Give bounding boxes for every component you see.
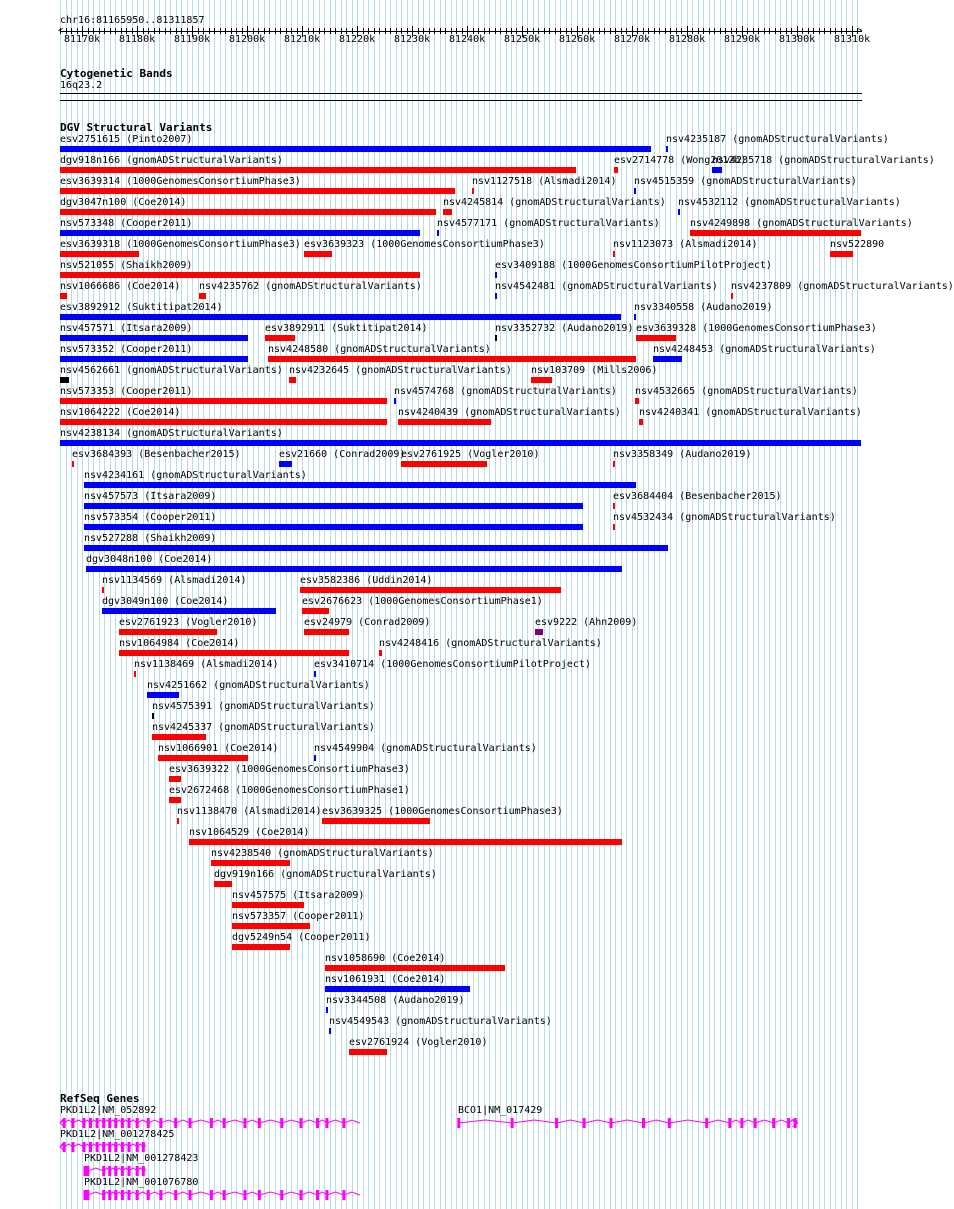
gene-exon[interactable] bbox=[258, 1118, 261, 1128]
gene-exon[interactable] bbox=[102, 1142, 105, 1152]
variant-label[interactable]: nsv4575391 (gnomADStructuralVariants) bbox=[152, 701, 375, 712]
gene-exon[interactable] bbox=[102, 1118, 105, 1128]
gene-exon[interactable] bbox=[71, 1142, 74, 1152]
gene-exon[interactable] bbox=[63, 1118, 66, 1128]
variant-label[interactable]: nsv4248453 (gnomADStructuralVariants) bbox=[653, 344, 876, 355]
ruler-tick-label: 81270k bbox=[614, 34, 651, 45]
variant-label[interactable]: esv2761923 (Vogler2010) bbox=[119, 617, 258, 628]
gene-intron-line bbox=[458, 1120, 797, 1123]
variant-label[interactable]: nsv4237809 (gnomADStructuralVariants) bbox=[731, 281, 954, 292]
variant-label[interactable]: nsv522890 bbox=[830, 239, 885, 250]
gene-exon[interactable] bbox=[189, 1190, 192, 1200]
variant-label[interactable]: esv2761924 (Vogler2010) bbox=[349, 1037, 488, 1048]
ruler-tick-label: 81240k bbox=[449, 34, 486, 45]
gene-exon[interactable] bbox=[121, 1118, 124, 1128]
variant-label[interactable]: esv21660 (Conrad2009) bbox=[279, 449, 406, 460]
variant-label[interactable]: nsv4249898 (gnomADStructuralVariants) bbox=[690, 218, 913, 229]
gene-label[interactable]: PKD1L2|NM_001076780 bbox=[84, 1177, 199, 1188]
variant-label[interactable]: nsv573357 (Cooper2011) bbox=[232, 911, 365, 922]
gene-exon[interactable] bbox=[223, 1190, 226, 1200]
gene-exon[interactable] bbox=[108, 1118, 111, 1128]
gene-label[interactable]: BCO1|NM_017429 bbox=[458, 1105, 543, 1116]
gene-exon[interactable] bbox=[300, 1118, 303, 1128]
variant-label[interactable]: esv3892911 (Suktitipat2014) bbox=[265, 323, 428, 334]
variant-label[interactable]: esv3639328 (1000GenomesConsortiumPhase3) bbox=[636, 323, 877, 334]
variant-label[interactable]: nsv4235762 (gnomADStructuralVariants) bbox=[199, 281, 422, 292]
variant-label[interactable]: esv3892912 (Suktitipat2014) bbox=[60, 302, 223, 313]
gene-exon[interactable] bbox=[84, 1166, 87, 1176]
gene-exon[interactable] bbox=[96, 1118, 99, 1128]
variant-label[interactable]: nsv4240439 (gnomADStructuralVariants) bbox=[398, 407, 621, 418]
gene-exon[interactable] bbox=[511, 1118, 514, 1128]
variant-label[interactable]: nsv527288 (Shaikh2009) bbox=[84, 533, 217, 544]
variant-label[interactable]: esv3639314 (1000GenomesConsortiumPhase3) bbox=[60, 176, 301, 187]
variant-label[interactable]: nsv457575 (Itsara2009) bbox=[232, 890, 365, 901]
variant-label[interactable]: esv2761925 (Vogler2010) bbox=[401, 449, 540, 460]
cytoband-label: 16q23.2 bbox=[60, 80, 103, 91]
gene-exon[interactable] bbox=[89, 1142, 92, 1152]
gene-exon[interactable] bbox=[82, 1142, 85, 1152]
dgv-track-title: DGV Structural Variants bbox=[60, 121, 213, 134]
gene-exon[interactable] bbox=[174, 1190, 177, 1200]
variant-label[interactable]: nsv3340558 (Audano2019) bbox=[634, 302, 773, 313]
variant-label[interactable]: nsv1064529 (Coe2014) bbox=[189, 827, 310, 838]
gene-exon[interactable] bbox=[136, 1118, 139, 1128]
variant-label[interactable]: nsv1134569 (Alsmadi2014) bbox=[102, 575, 247, 586]
variant-label[interactable]: nsv4574768 (gnomADStructuralVariants) bbox=[394, 386, 617, 397]
variant-label[interactable]: nsv1066686 (Coe2014) bbox=[60, 281, 181, 292]
variant-label[interactable]: esv3684393 (Besenbacher2015) bbox=[72, 449, 241, 460]
variant-label[interactable]: nsv1138469 (Alsmadi2014) bbox=[134, 659, 279, 670]
variant-label[interactable]: nsv4238540 (gnomADStructuralVariants) bbox=[211, 848, 434, 859]
gene-exon[interactable] bbox=[136, 1190, 139, 1200]
variant-label[interactable]: esv3639322 (1000GenomesConsortiumPhase3) bbox=[169, 764, 410, 775]
gene-exon[interactable] bbox=[457, 1118, 460, 1128]
cytoband-track-title: Cytogenetic Bands bbox=[60, 67, 173, 80]
gene-exon[interactable] bbox=[114, 1190, 117, 1200]
variant-label[interactable]: nsv573352 (Cooper2011) bbox=[60, 344, 193, 355]
gene-exon[interactable] bbox=[159, 1118, 162, 1128]
variant-label[interactable]: esv3410714 (1000GenomesConsortiumPilotProject) bbox=[314, 659, 591, 670]
variant-label[interactable]: nsv573353 (Cooper2011) bbox=[60, 386, 193, 397]
gene-exon[interactable] bbox=[705, 1118, 708, 1128]
variant-label[interactable]: dgv918n166 (gnomADStructuralVariants) bbox=[60, 155, 283, 166]
variant-label[interactable]: esv24979 (Conrad2009) bbox=[304, 617, 431, 628]
variant-label[interactable]: nsv457571 (Itsara2009) bbox=[60, 323, 193, 334]
ruler-tick-label: 81260k bbox=[559, 34, 596, 45]
ruler-tick-label: 81190k bbox=[174, 34, 211, 45]
variant-label[interactable]: nsv4549904 (gnomADStructuralVariants) bbox=[314, 743, 537, 754]
variant-label[interactable]: nsv4562661 (gnomADStructuralVariants) bbox=[60, 365, 283, 376]
gene-exon[interactable] bbox=[244, 1118, 247, 1128]
variant-label[interactable]: dgv3048n100 (Coe2014) bbox=[86, 554, 213, 565]
gene-exon[interactable] bbox=[128, 1166, 131, 1176]
variant-label[interactable]: nsv4240341 (gnomADStructuralVariants) bbox=[639, 407, 862, 418]
gene-exon[interactable] bbox=[189, 1118, 192, 1128]
gene-exon[interactable] bbox=[280, 1118, 283, 1128]
variant-label[interactable]: nsv4235187 (gnomADStructuralVariants) bbox=[666, 134, 889, 145]
gene-exon[interactable] bbox=[325, 1118, 328, 1128]
variant-label[interactable]: dgv5249n54 (Cooper2011) bbox=[232, 932, 371, 943]
variant-label[interactable]: esv9222 (Ahn2009) bbox=[535, 617, 638, 628]
variant-label[interactable]: nsv103709 (Mills2006) bbox=[531, 365, 658, 376]
variant-label[interactable]: nsv4515359 (gnomADStructuralVariants) bbox=[634, 176, 857, 187]
gene-exon[interactable] bbox=[300, 1190, 303, 1200]
variant-label[interactable]: esv3639318 (1000GenomesConsortiumPhase3) bbox=[60, 239, 301, 250]
gene-exon[interactable] bbox=[102, 1166, 105, 1176]
variant-label[interactable]: nsv3352732 (Audano2019) bbox=[495, 323, 634, 334]
ruler-tick-label: 81210k bbox=[284, 34, 321, 45]
gene-exon[interactable] bbox=[128, 1118, 131, 1128]
variant-label[interactable]: nsv3344508 (Audano2019) bbox=[326, 995, 465, 1006]
variant-label[interactable]: nsv1061931 (Coe2014) bbox=[325, 974, 446, 985]
gene-exon[interactable] bbox=[174, 1118, 177, 1128]
gene-exon[interactable] bbox=[128, 1190, 131, 1200]
gene-exon[interactable] bbox=[342, 1118, 345, 1128]
variant-label[interactable]: esv2714778 (Wong2012b) bbox=[614, 155, 747, 166]
variant-label[interactable]: nsv4245814 (gnomADStructuralVariants) bbox=[443, 197, 666, 208]
variant-label[interactable]: nsv1127518 (Alsmadi2014) bbox=[472, 176, 617, 187]
variant-label[interactable]: nsv1123073 (Alsmadi2014) bbox=[613, 239, 758, 250]
variant-label[interactable]: nsv4251662 (gnomADStructuralVariants) bbox=[147, 680, 370, 691]
gene-label[interactable]: PKD1L2|NM_001278423 bbox=[84, 1153, 199, 1164]
ruler-tick-label: 81310k bbox=[834, 34, 871, 45]
gene-exon[interactable] bbox=[142, 1166, 145, 1176]
variant-label[interactable]: nsv1058690 (Coe2014) bbox=[325, 953, 446, 964]
gene-exon[interactable] bbox=[114, 1142, 117, 1152]
gene-exon[interactable] bbox=[136, 1166, 139, 1176]
gene-exon[interactable] bbox=[583, 1118, 586, 1128]
variant-label[interactable]: esv3582386 (Uddin2014) bbox=[300, 575, 433, 586]
gene-exon[interactable] bbox=[772, 1118, 775, 1128]
gene-exon[interactable] bbox=[71, 1118, 74, 1128]
gene-exon[interactable] bbox=[280, 1190, 283, 1200]
ruler-tick-label: 81180k bbox=[119, 34, 156, 45]
gene-exon[interactable] bbox=[316, 1190, 319, 1200]
gene-exon[interactable] bbox=[728, 1118, 731, 1128]
refseq-track-title: RefSeq Genes bbox=[60, 1092, 140, 1105]
gene-exon[interactable] bbox=[244, 1190, 247, 1200]
ruler-tick-label: 81280k bbox=[669, 34, 706, 45]
gene-exon[interactable] bbox=[325, 1190, 328, 1200]
gene-exon[interactable] bbox=[108, 1166, 111, 1176]
gene-exon[interactable] bbox=[82, 1118, 85, 1128]
gene-exon[interactable] bbox=[740, 1118, 743, 1128]
variant-label[interactable]: dgv3047n100 (Coe2014) bbox=[60, 197, 187, 208]
variant-label[interactable]: esv3684404 (Besenbacher2015) bbox=[613, 491, 782, 502]
variant-label[interactable]: nsv1066901 (Coe2014) bbox=[158, 743, 279, 754]
gene-exon[interactable] bbox=[121, 1166, 124, 1176]
ruler-tick-label: 81200k bbox=[229, 34, 266, 45]
variant-label[interactable]: nsv4549543 (gnomADStructuralVariants) bbox=[329, 1016, 552, 1027]
variant-label[interactable]: nsv1138470 (Alsmadi2014) bbox=[177, 806, 322, 817]
gene-exon[interactable] bbox=[121, 1190, 124, 1200]
variant-label[interactable]: nsv4248580 (gnomADStructuralVariants) bbox=[268, 344, 491, 355]
variant-label[interactable]: nsv1064222 (Coe2014) bbox=[60, 407, 181, 418]
gene-exon[interactable] bbox=[754, 1118, 757, 1128]
ruler-tick-label: 81250k bbox=[504, 34, 541, 45]
variant-label[interactable]: nsv457573 (Itsara2009) bbox=[84, 491, 217, 502]
gene-exon[interactable] bbox=[147, 1118, 150, 1128]
gene-exon[interactable] bbox=[668, 1118, 671, 1128]
variant-label[interactable]: nsv4235718 (gnomADStructuralVariants) bbox=[712, 155, 935, 166]
variant-label[interactable]: esv2676623 (1000GenomesConsortiumPhase1) bbox=[302, 596, 543, 607]
gene-exon[interactable] bbox=[210, 1118, 213, 1128]
gene-exon[interactable] bbox=[258, 1190, 261, 1200]
variant-label[interactable]: nsv4245337 (gnomADStructuralVariants) bbox=[152, 722, 375, 733]
variant-label[interactable]: esv3639325 (1000GenomesConsortiumPhase3) bbox=[322, 806, 563, 817]
ruler-tick-label: 81220k bbox=[339, 34, 376, 45]
variant-label[interactable]: dgv3049n100 (Coe2014) bbox=[102, 596, 229, 607]
variant-label[interactable]: esv3639323 (1000GenomesConsortiumPhase3) bbox=[304, 239, 545, 250]
gene-exon[interactable] bbox=[63, 1142, 66, 1152]
variant-label[interactable]: nsv4577171 (gnomADStructuralVariants) bbox=[437, 218, 660, 229]
variant-label[interactable]: nsv4234161 (gnomADStructuralVariants) bbox=[84, 470, 307, 481]
gene-exon[interactable] bbox=[316, 1118, 319, 1128]
gene-exon[interactable] bbox=[86, 1166, 89, 1176]
gene-label[interactable]: PKD1L2|NM_001278425 bbox=[60, 1129, 175, 1140]
variant-label[interactable]: nsv573354 (Cooper2011) bbox=[84, 512, 217, 523]
gene-exon[interactable] bbox=[794, 1118, 797, 1128]
ruler-tick-label: 81290k bbox=[724, 34, 761, 45]
ruler-left-arrow: < bbox=[58, 26, 64, 36]
variant-label[interactable]: nsv4542481 (gnomADStructuralVariants) bbox=[495, 281, 718, 292]
variant-label[interactable]: nsv4532665 (gnomADStructuralVariants) bbox=[635, 386, 858, 397]
gene-exon[interactable] bbox=[114, 1118, 117, 1128]
gene-exon[interactable] bbox=[102, 1190, 105, 1200]
gene-exon[interactable] bbox=[108, 1142, 111, 1152]
gene-exon[interactable] bbox=[787, 1118, 790, 1128]
gene-exon[interactable] bbox=[89, 1118, 92, 1128]
gene-exon[interactable] bbox=[147, 1190, 150, 1200]
gene-exon[interactable] bbox=[108, 1190, 111, 1200]
gene-exon[interactable] bbox=[128, 1142, 131, 1152]
gene-exon[interactable] bbox=[555, 1118, 558, 1128]
gene-exon[interactable] bbox=[342, 1190, 345, 1200]
gene-exon[interactable] bbox=[114, 1166, 117, 1176]
gene-exon[interactable] bbox=[96, 1142, 99, 1152]
gene-exon[interactable] bbox=[142, 1142, 145, 1152]
ruler-tick-label: 81300k bbox=[779, 34, 816, 45]
region-label: chr16:81165950..81311857 bbox=[60, 15, 205, 26]
variant-label[interactable]: esv3409188 (1000GenomesConsortiumPilotProject) bbox=[495, 260, 772, 271]
gene-exon[interactable] bbox=[121, 1142, 124, 1152]
variant-label[interactable]: esv2751615 (Pinto2007) bbox=[60, 134, 193, 145]
variant-label[interactable]: nsv3358349 (Audano2019) bbox=[613, 449, 752, 460]
variant-label[interactable]: nsv4248416 (gnomADStructuralVariants) bbox=[379, 638, 602, 649]
variant-label[interactable]: nsv4532434 (gnomADStructuralVariants) bbox=[613, 512, 836, 523]
variant-label[interactable]: nsv4532112 (gnomADStructuralVariants) bbox=[678, 197, 901, 208]
gene-exon[interactable] bbox=[86, 1190, 89, 1200]
gene-exon[interactable] bbox=[84, 1190, 87, 1200]
ruler-right-arrow: > bbox=[857, 26, 863, 36]
gene-exon[interactable] bbox=[159, 1190, 162, 1200]
gene-exon[interactable] bbox=[642, 1118, 645, 1128]
variant-label[interactable]: nsv1064984 (Coe2014) bbox=[119, 638, 240, 649]
gene-exon[interactable] bbox=[223, 1118, 226, 1128]
variant-label[interactable]: dgv919n166 (gnomADStructuralVariants) bbox=[214, 869, 437, 880]
gene-exon[interactable] bbox=[610, 1118, 613, 1128]
ruler-tick-label: 81170k bbox=[64, 34, 101, 45]
variant-label[interactable]: esv2672468 (1000GenomesConsortiumPhase1) bbox=[169, 785, 410, 796]
variant-label[interactable]: nsv4232645 (gnomADStructuralVariants) bbox=[289, 365, 512, 376]
gene-label[interactable]: PKD1L2|NM_052892 bbox=[60, 1105, 157, 1116]
variant-label[interactable]: nsv573348 (Cooper2011) bbox=[60, 218, 193, 229]
ruler-tick-label: 81230k bbox=[394, 34, 431, 45]
variant-label[interactable]: nsv4238134 (gnomADStructuralVariants) bbox=[60, 428, 283, 439]
gene-exon[interactable] bbox=[210, 1190, 213, 1200]
variant-label[interactable]: nsv521055 (Shaikh2009) bbox=[60, 260, 193, 271]
gene-exon[interactable] bbox=[136, 1142, 139, 1152]
